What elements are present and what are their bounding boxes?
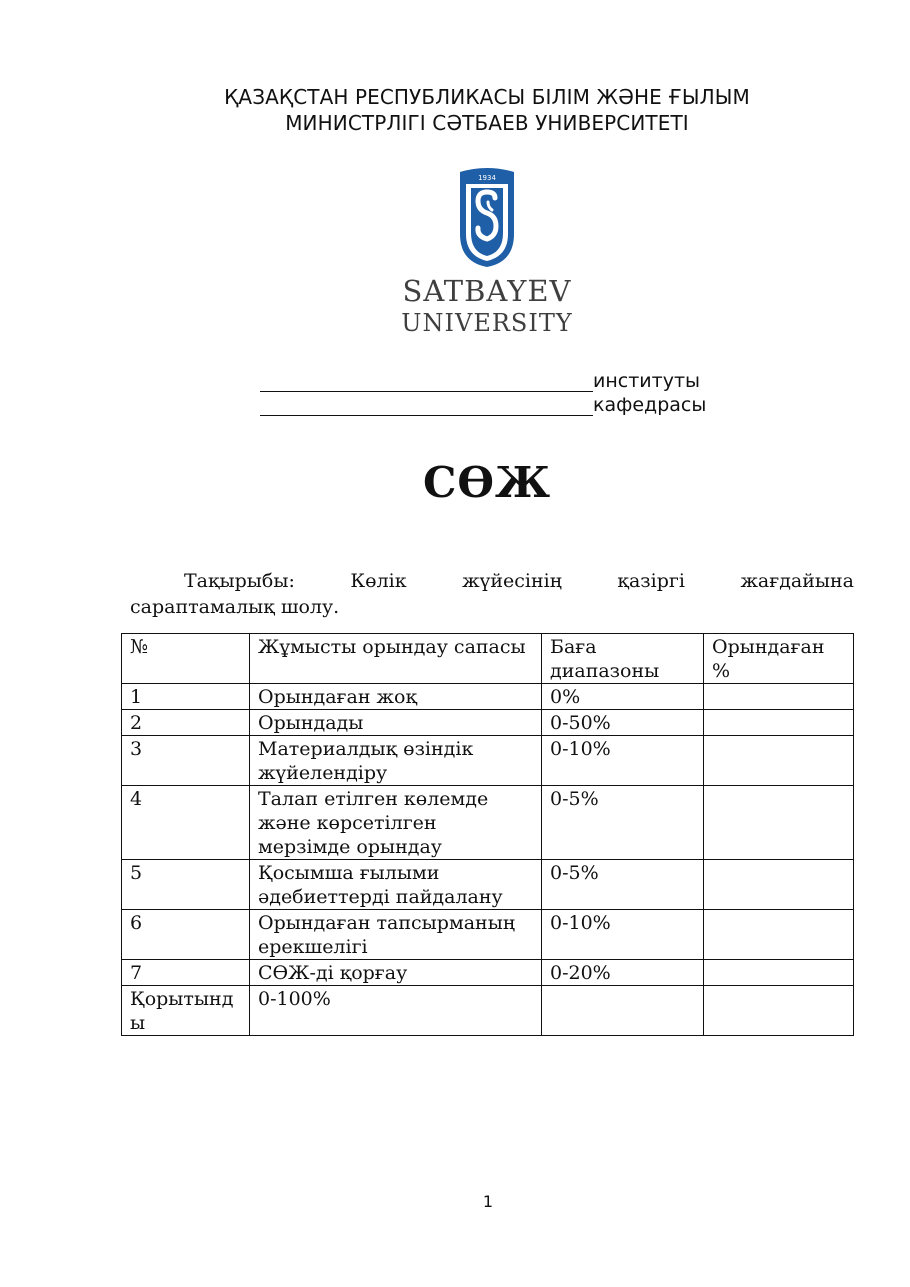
header-line-1: ҚАЗАҚСТАН РЕСПУБЛИКАСЫ БІЛІМ ЖӘНЕ ҒЫЛЫМ bbox=[224, 85, 750, 109]
row-done bbox=[704, 684, 854, 710]
table-row bbox=[122, 910, 854, 960]
row-number: 5 bbox=[122, 860, 250, 910]
row-number: 3 bbox=[122, 736, 250, 786]
row-number: 1 bbox=[122, 684, 250, 710]
row-criterion: Орындаған жоқ bbox=[250, 684, 542, 710]
row-range: 0-5% bbox=[542, 860, 704, 910]
department-label: кафедрасы bbox=[593, 394, 707, 416]
page-number: 1 bbox=[482, 1192, 494, 1211]
row-criterion: Материалдық өзіндік жүйелендіру bbox=[250, 736, 542, 786]
topic-paragraph bbox=[130, 568, 854, 620]
row-done bbox=[704, 910, 854, 960]
row-criterion: СӨЖ-ді қорғау bbox=[250, 960, 542, 986]
row-done bbox=[704, 786, 854, 860]
total-label: Қорытынды bbox=[122, 986, 250, 1036]
logo-wordmark-2: UNIVERSITY bbox=[401, 309, 573, 337]
institute-blank-line bbox=[260, 371, 593, 392]
row-done bbox=[704, 960, 854, 986]
row-criterion: Орындаған тапсырманың ерекшелігі bbox=[250, 910, 542, 960]
logo-wordmark-1: SATBAYEV bbox=[402, 274, 572, 308]
total-done bbox=[704, 986, 854, 1036]
row-number: 6 bbox=[122, 910, 250, 960]
institute-label: институты bbox=[593, 370, 701, 392]
logo-year: 1934 bbox=[478, 174, 496, 182]
row-criterion: Қосымша ғылыми әдебиеттерді пайдалану bbox=[250, 860, 542, 910]
row-range: 0-10% bbox=[542, 910, 704, 960]
header-line-2: МИНИСТРЛІГІ СӘТБАЕВ УНИВЕРСИТЕТІ bbox=[285, 111, 689, 135]
table-row bbox=[122, 786, 854, 860]
row-range: 0-50% bbox=[542, 710, 704, 736]
header-cell-done: Орындаған % bbox=[704, 634, 854, 684]
row-done bbox=[704, 860, 854, 910]
row-done bbox=[704, 710, 854, 736]
row-number: 4 bbox=[122, 786, 250, 860]
header-cell-number: № bbox=[122, 634, 250, 684]
document-title: СӨЖ bbox=[422, 458, 552, 507]
grading-table bbox=[121, 633, 854, 1036]
total-value: 0-100% bbox=[250, 986, 542, 1036]
header-cell-criterion: Жұмысты орындау сапасы bbox=[250, 634, 542, 684]
row-range: 0% bbox=[542, 684, 704, 710]
table-row bbox=[122, 860, 854, 910]
topic-line-1: Тақырыбы: Көлік жүйесінің қазіргі жағдайына bbox=[184, 570, 854, 592]
topic-line-2: сараптамалық шолу. bbox=[130, 596, 340, 618]
row-criterion: Орындады bbox=[250, 710, 542, 736]
department-field bbox=[260, 390, 706, 416]
row-done bbox=[704, 736, 854, 786]
row-number: 7 bbox=[122, 960, 250, 986]
row-range: 0-5% bbox=[542, 786, 704, 860]
ministry-header bbox=[130, 84, 844, 136]
total-range bbox=[542, 986, 704, 1036]
university-logo bbox=[392, 164, 582, 339]
row-range: 0-20% bbox=[542, 960, 704, 986]
table-header-row bbox=[122, 634, 854, 684]
table-row bbox=[122, 710, 854, 736]
row-criterion: Талап етілген көлемде және көрсетілген мерзімде орындау bbox=[250, 786, 542, 860]
table-row bbox=[122, 736, 854, 786]
table-row bbox=[122, 960, 854, 986]
row-number: 2 bbox=[122, 710, 250, 736]
institute-field bbox=[260, 366, 700, 392]
table-row bbox=[122, 684, 854, 710]
header-cell-range: Баға диапазоны bbox=[542, 634, 704, 684]
university-emblem-icon bbox=[392, 164, 582, 269]
row-range: 0-10% bbox=[542, 736, 704, 786]
table-total-row bbox=[122, 986, 854, 1036]
department-blank-line bbox=[260, 395, 593, 416]
